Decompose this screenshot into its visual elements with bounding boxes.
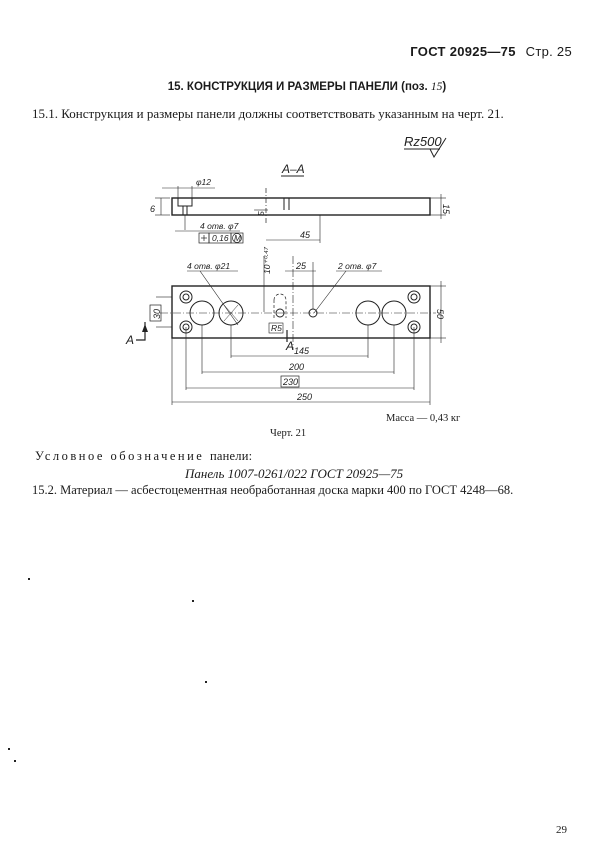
dim-6: 6 <box>150 204 156 214</box>
scan-speck <box>28 578 30 580</box>
section-counterbore <box>178 198 192 206</box>
dim-10-tol: 10⁺⁰·⁴⁷ <box>262 246 272 274</box>
section-arrow-label: А <box>126 333 135 347</box>
condition-rest: панели: <box>209 449 253 463</box>
leader-phi7 <box>314 271 346 313</box>
condition-label: Условное обозначение <box>35 449 205 463</box>
dim-145: 145 <box>294 346 310 356</box>
section-view-body <box>172 198 430 215</box>
corner-hole <box>180 291 192 303</box>
section-cut-label: А <box>286 339 295 353</box>
mass-label: Масса — 0,43 кг <box>386 413 461 424</box>
scan-speck <box>14 760 16 762</box>
paragraph-15-1: 15.1. Конструкция и размеры панели должны соответствовать указанным на черт. 21. <box>32 106 504 121</box>
dim-250: 250 <box>297 392 313 402</box>
dim-30: 30 <box>152 308 162 319</box>
section-label: А–А <box>282 162 305 176</box>
tolerance-modifier: М <box>234 233 242 243</box>
section-title-text: 15. КОНСТРУКЦИЯ И РАЗМЕРЫ ПАНЕЛИ (поз. <box>167 81 428 93</box>
dim-45: 45 <box>300 230 311 240</box>
dim-200: 200 <box>289 362 305 372</box>
scan-speck <box>192 600 194 602</box>
section-title-close: ) <box>442 81 447 93</box>
drawing-caption: Черт. 21 <box>270 428 307 439</box>
standard-code: ГОСТ 20925—75 <box>410 44 516 59</box>
corner-hole <box>408 291 420 303</box>
dim-230: 230 <box>283 377 299 387</box>
scan-speck <box>205 681 207 683</box>
label-2-holes-phi7: 2 отв. φ7 <box>338 261 377 271</box>
dim-25: 25 <box>296 261 307 271</box>
tolerance-value: 0,16 <box>212 233 229 243</box>
section-title-pos: 15 <box>430 81 443 93</box>
panel-designation: Панель 1007-0261/022 ГОСТ 20925—75 <box>185 466 404 481</box>
dim-15: 15 <box>441 204 451 215</box>
condition-heading <box>35 449 252 464</box>
dim-r5: R5 <box>271 323 282 333</box>
dim-5: 5 <box>256 211 266 216</box>
leader-phi21 <box>200 271 238 325</box>
label-4-holes-phi7: 4 отв. φ7 <box>200 221 239 231</box>
roughness-label: Rz500 <box>404 134 442 149</box>
label-4-holes-phi21: 4 отв. φ21 <box>187 261 231 271</box>
paragraph-15-2: 15.2. Материал — асбестоцементная необработанная доска марки 400 по ГОСТ 4248—68. <box>32 483 514 497</box>
page-number: 29 <box>556 824 567 836</box>
dim-phi12: φ12 <box>196 177 211 187</box>
plan-view-body <box>172 286 430 338</box>
scan-speck <box>8 748 10 750</box>
dim-50: 50 <box>435 309 445 320</box>
page-label: Стр. 25 <box>525 44 572 59</box>
